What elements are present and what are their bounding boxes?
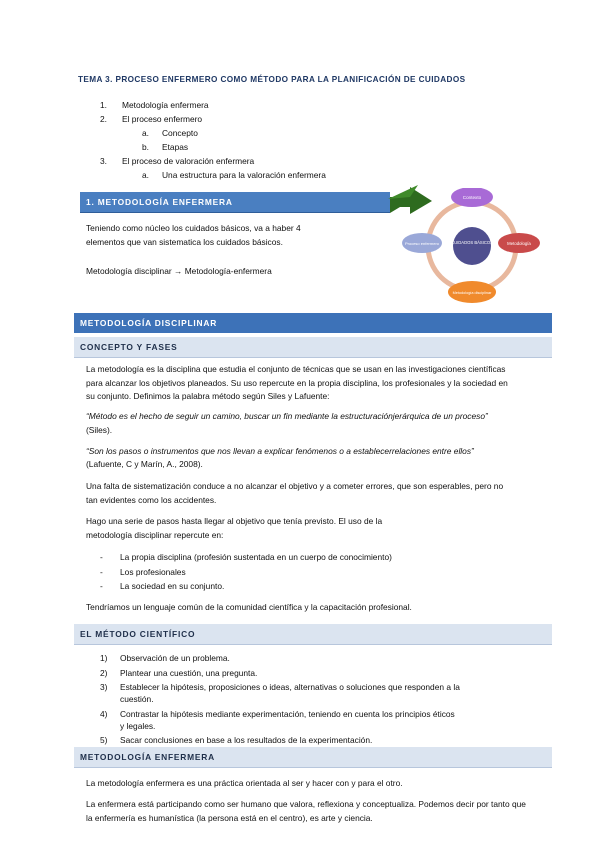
- toc-subitem: a. Una estructura para la valoración enfermera: [142, 170, 326, 180]
- toc-item: 2. El proceso enfermero: [100, 114, 203, 124]
- section-heading-metodologia-enfermera: 1. METODOLOGÍA ENFERMERA: [80, 192, 390, 213]
- list-item: 5) Sacar conclusiones en base a los resultados de la experimentación.: [100, 735, 373, 745]
- list-item: 4) Contrastar la hipótesis mediante experimentación, teniendo en cuenta los principios éticos y legales.: [100, 708, 455, 731]
- list-item: 1) Observación de un problema.: [100, 653, 230, 663]
- quote-lafuente: “Son los pasos o instrumentos que nos llevan a explicar fenómenos o a establecerrelaciones entre ellos”: [86, 446, 474, 456]
- metodo-cientifico-list: [100, 652, 510, 749]
- document-title: TEMA 3. PROCESO ENFERMERO COMO MÉTODO PARA LA PLANIFICACIÓN DE CUIDADOS: [78, 75, 466, 84]
- repercusion-list: [100, 550, 392, 594]
- diagram-left-label: Proceso enfermero: [404, 241, 440, 246]
- list-item: - La sociedad en su conjunto.: [100, 581, 225, 591]
- enfermera-paragraph-2: La enfermera está participando como ser humano que valora, reflexiona y conceptualiza. Podemos decir por tanto que la enfermería es humanística (la persona está en el centro), es arte y ciencia.: [86, 799, 526, 823]
- list-item: - Los profesionales: [100, 566, 186, 577]
- list-item: 3) Establecer la hipótesis, proposiciones o ideas, alternativas o soluciones que responden a la cuestión.: [100, 682, 460, 704]
- concepto-paragraph-2: Una falta de sistematización conduce a no alcanzar el objetivo y a cometer errores, que son esperables, pero no tan evidentes como los accidentes.: [86, 481, 504, 505]
- concepto-paragraph-3: Hago una serie de pasos hasta llegar al objetivo que tenía previsto. El uso de la metodología disciplinar repercute en:: [86, 516, 383, 540]
- cuidados-cycle-diagram: [390, 188, 550, 306]
- toc-item: 1. Metodología enfermera: [100, 100, 209, 110]
- toc-subitem: b. Etapas: [142, 142, 189, 152]
- concepto-paragraph-4: Tendríamos un lenguaje común de la comunidad científica y la capacitación profesional.: [86, 602, 412, 612]
- quote-lafuente-ref: (Lafuente, C y Marín, A., 2008).: [86, 459, 203, 469]
- list-item: - La propia disciplina (profesión sustentada en un cuerpo de conocimiento): [100, 552, 392, 562]
- table-of-contents: [100, 98, 326, 182]
- section-heading-metodologia-disciplinar: METODOLOGÍA DISCIPLINAR: [74, 313, 552, 333]
- subsection-heading-concepto: CONCEPTO Y FASES: [74, 337, 552, 358]
- quote-siles: “Método es el hecho de seguir un camino, buscar un fin mediante la estructuraciónjerárquica de un proceso” (Siles).: [86, 411, 488, 435]
- list-item: 2) Plantear una cuestión, una pregunta.: [100, 667, 258, 678]
- diagram-center-label: CUIDADOS BÁSICOS: [451, 240, 493, 245]
- subsection-heading-metodo-cientifico: EL MÉTODO CIENTÍFICO: [74, 624, 552, 645]
- section1-metodologia-line: Metodología disciplinar → Metodología-enfermera: [86, 266, 272, 276]
- diagram-top-label: Contexto: [462, 195, 482, 200]
- diagram-center-node: [453, 227, 491, 265]
- section1-paragraph: Teniendo como núcleo los cuidados básicos, va a haber 4 elementos que van sistematica los cuidados básicos.: [86, 223, 301, 247]
- concepto-paragraph-1: La metodología es la disciplina que estudia el conjunto de técnicas que se usan en las investigaciones científicas para alcanzar los objetivos planeados. Su uso repercute en la propia disciplina, los profesionales y la sociedad en su conjunto. Definimos la palabra método según Siles y Lafuente:: [86, 364, 508, 401]
- diagram-bottom-label: Metodología disciplinar: [452, 291, 492, 295]
- toc-subitem: a. Concepto: [142, 128, 198, 138]
- subsection-heading-metodologia-enfermera: METODOLOGÍA ENFERMERA: [74, 747, 552, 768]
- diagram-right-label: Metodología: [507, 241, 531, 246]
- enfermera-paragraph-1: La metodología enfermera es una práctica orientada al ser y hacer con y para el otro.: [86, 778, 403, 788]
- toc-item: 3. El proceso de valoración enfermera: [100, 156, 255, 166]
